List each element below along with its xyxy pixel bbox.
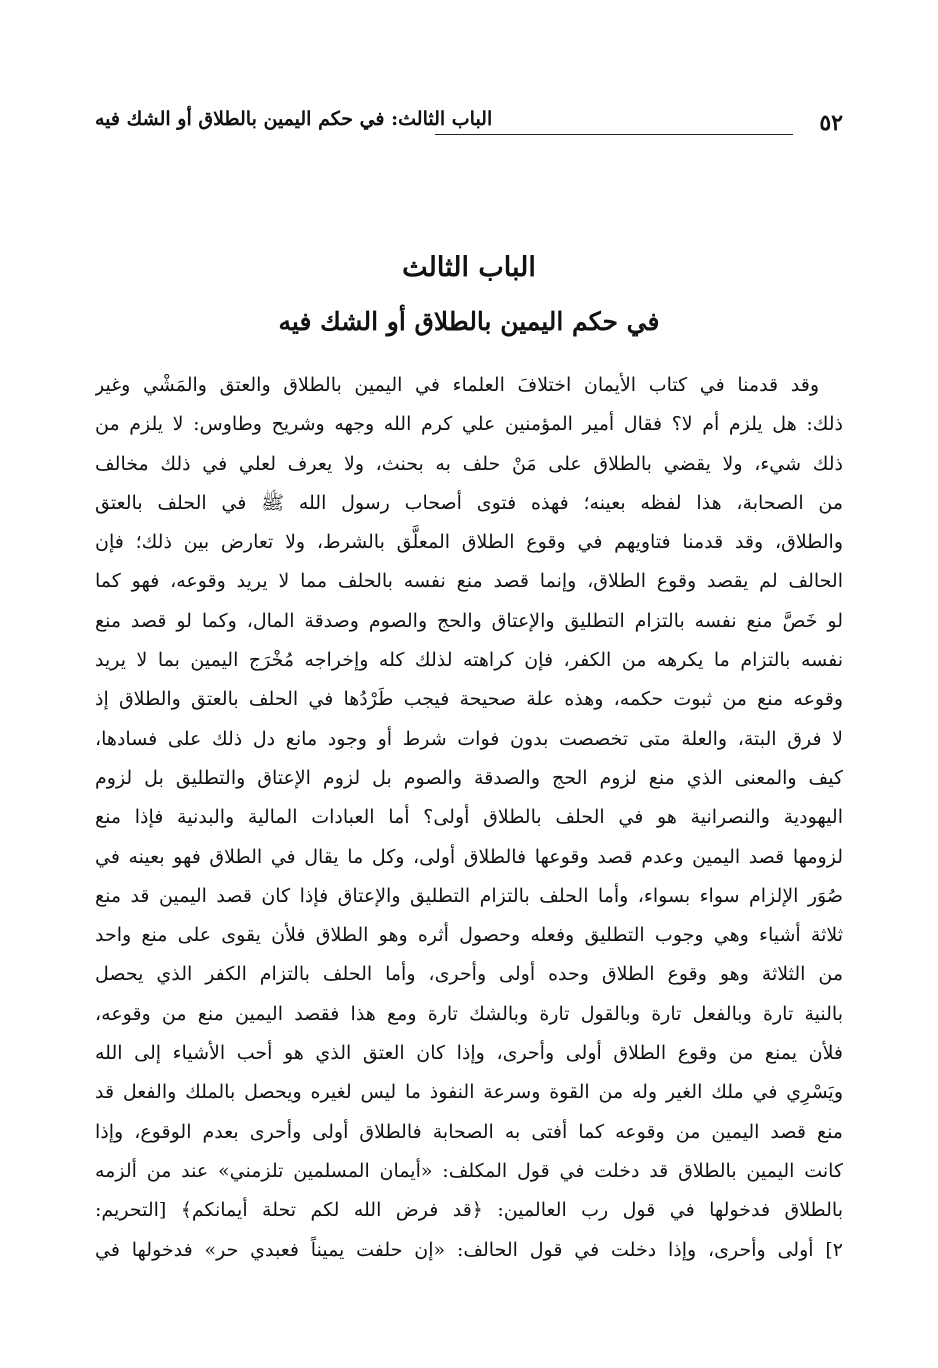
body-line: فلأن يمنع من وقوع الطلاق أولى وأحرى، وإذا كان العتق الذي هو أحب الأشياء إلى الله [95, 1042, 843, 1065]
body-line: ذلك: هل يلزم أم لا؟ فقال أمير المؤمنين علي كرم الله وجهه وشريح وطاوس: لا يلزم من [95, 413, 843, 436]
body-line: نفسه بالتزام ما يكرهه من الكفر، فإن كراهته لذلك كله وإخراجه مُخْرَج اليمين بما لا يريد [95, 649, 843, 672]
body-line: اليهودية والنصرانية هو في الحلف بالطلاق أولى؟ أما العبادات المالية والبدنية فإذا منع [95, 806, 843, 829]
body-line: والطلاق، وقد قدمنا فتاويهم في وقوع الطلاق المعلَّق بالشرط، ولا تعارض بين ذلك؛ فإن [95, 531, 843, 554]
body-line: كيف والمعنى الذي منع لزوم الحج والصدقة والصوم بل لزوم الإعتاق والتطليق بل لزوم [95, 766, 843, 789]
body-line: بالنية تارة وبالفعل تارة وبالقول تارة وبالشك تارة ومع هذا فقصد اليمين منع من وقوعه، [95, 1002, 843, 1025]
body-line: لا فرق البتة، والعلة متى تخصصت بدون فوات شرط أو وجود مانع دل ذلك على فسادها، [95, 727, 843, 750]
body-line: من الثلاثة وهو وقوع الطلاق وحده أولى وأحرى، وأما الحلف بالتزام الكفر الذي يحصل [95, 963, 843, 986]
running-title: الباب الثالث: في حكم اليمين بالطلاق أو الشك فيه [95, 108, 493, 130]
body-line: الحالف لم يقصد وقوع الطلاق، وإنما قصد منع نفسه بالحلف مما لا يريد وقوعه، فهو كما [95, 570, 843, 593]
body-text [95, 366, 843, 1270]
body-line: ذلك شيء، ولا يقضي بالطلاق على مَنْ حلف به بحنث، ولا يعرف لعلي في ذلك مخالف [95, 452, 843, 475]
chapter-title: الباب الثالث [402, 252, 536, 283]
body-line: صُوَر الإلزام سواء بسواء، وأما الحلف بالتزام التطليق والإعتاق فإذا كان قصد اليمين قد منع [95, 884, 843, 907]
body-line: من الصحابة، هذا لفظه بعينه؛ فهذه فتوى أصحاب رسول الله ﷺ في الحلف بالعتق [95, 491, 843, 514]
body-line: بالطلاق فدخولها في قول رب العالمين: ﴿قد فرض الله لكم تحلة أيمانكم﴾ [التحريم: [95, 1199, 843, 1222]
body-line: وقد قدمنا في كتاب الأيمان اختلافَ العلماء في اليمين بالطلاق والعتق والمَشْي وغير [95, 374, 819, 396]
body-line: ويَسْرِي في ملك الغير وله من القوة وسرعة النفوذ ما ليس لغيره ويحصل بالملك والفعل قد [95, 1081, 843, 1104]
body-line: لو خَصَّ منع نفسه بالتزام التطليق والإعتاق والحج والصوم وصدقة المال، وكما لو قصد منع [95, 609, 843, 632]
page-number: ٥٢ [819, 110, 843, 136]
body-line: ٢] أولى وأحرى، وإذا دخلت في قول الحالف: «إن حلفت يميناً فعبدي حر» فدخولها في [95, 1238, 843, 1261]
body-line: منع قصد اليمين من وقوعه كما أفتى به الصحابة فالطلاق أولى وأحرى بعدم الوقوع، وإذا [95, 1120, 843, 1143]
body-line: لزومها قصد اليمين وعدم قصد وقوعها فالطلاق أولى، وكل ما يقال في الطلاق فهو بعينه في [95, 845, 843, 868]
body-line: ثلاثة أشياء وهي وجوب التطليق وفعله وحصول أثره وهو الطلاق فلأن يقوى على منع واحد [95, 924, 843, 947]
body-line: وقوعه منع من ثبوت حكمه، وهذه علة صحيحة فيجب طَرْدُها في الحلف بالعتق والطلاق إذ [95, 688, 843, 711]
header-rule [435, 134, 793, 135]
chapter-subtitle: في حكم اليمين بالطلاق أو الشك فيه [278, 307, 660, 336]
body-line: كانت اليمين بالطلاق قد دخلت في قول المكلف: «أيمان المسلمين تلزمني» عند من ألزمه [95, 1159, 843, 1182]
running-header [95, 104, 843, 144]
